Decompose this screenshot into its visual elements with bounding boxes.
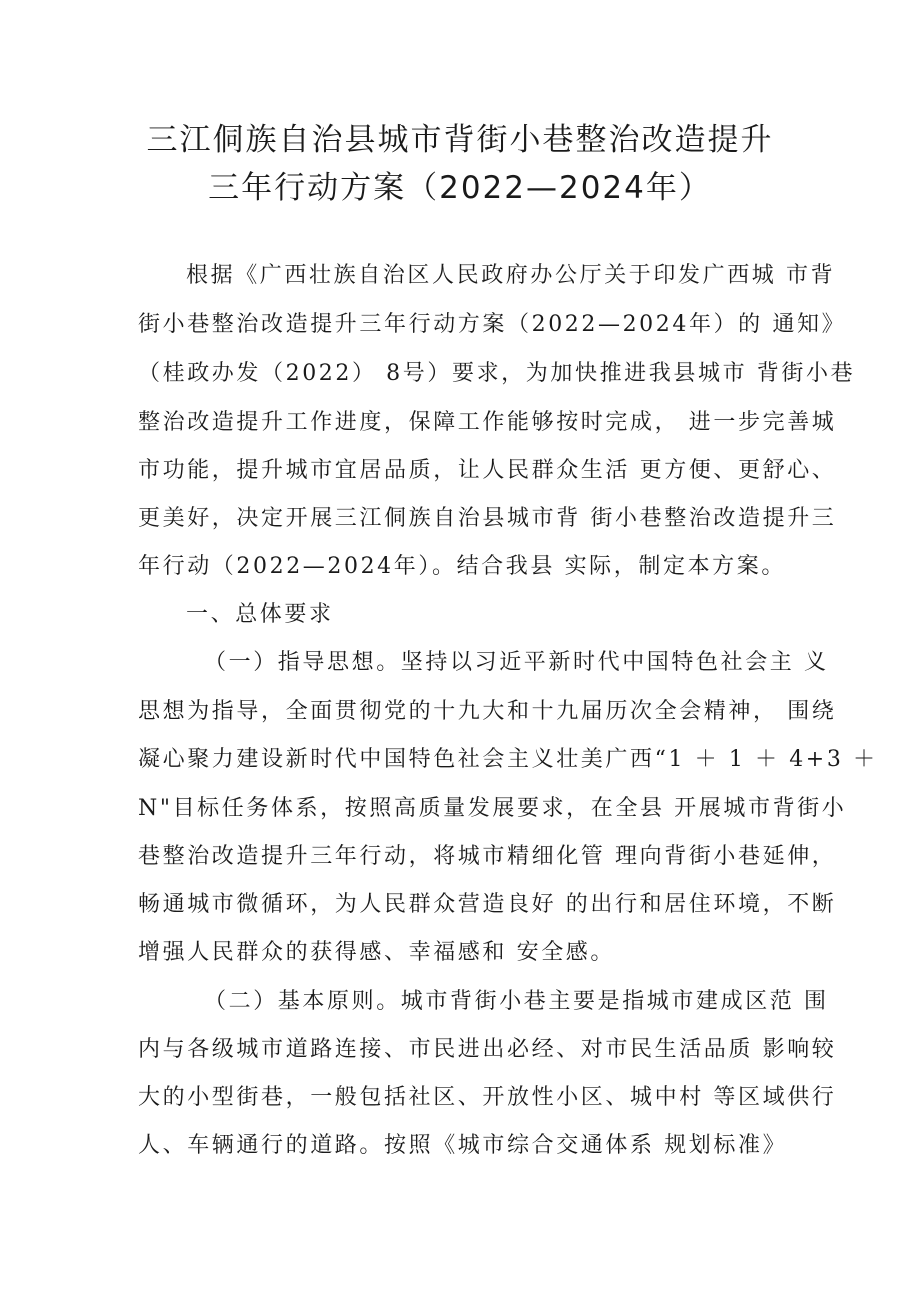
- paragraph-line: 整治改造提升工作进度，保障工作能够按时完成， 进一步完善城: [138, 410, 837, 435]
- paragraph-line: 畅通城市微循环，为人民群众营造良好 的出行和居住环境，不断: [138, 892, 837, 917]
- paragraph-line: 内与各级城市道路连接、市民进出必经、对市民生活品质 影响较: [138, 1037, 837, 1062]
- document-title-line-1: 三江侗族自治县城市背街小巷整治改造提升: [146, 122, 774, 158]
- paragraph-line: N"目标任务体系，按照高质量发展要求，在全县 开展城市背街小: [138, 796, 847, 821]
- paragraph-line: 市功能，提升城市宜居品质，让人民群众生活 更方便、更舒心、: [138, 458, 837, 483]
- paragraph-line: 街小巷整治改造提升三年行动方案（2022—2024年）的 通知》: [138, 312, 847, 337]
- paragraph-line: （一）指导思想。坚持以习近平新时代中国特色社会主 义: [204, 650, 829, 675]
- paragraph-line: 人、车辆通行的道路。按照《城市综合交通体系 规划标准》: [138, 1133, 788, 1158]
- paragraph-line: （二）基本原则。城市背街小巷主要是指城市建成区范 围: [204, 989, 829, 1014]
- paragraph-line: 根据《广西壮族自治区人民政府办公厅关于印发广西城 市背: [186, 263, 836, 288]
- paragraph-line: 更美好，决定开展三江侗族自治县城市背 街小巷整治改造提升三: [138, 506, 837, 531]
- paragraph-line: 凝心聚力建设新时代中国特色社会主义壮美广西“1 ＋ 1 ＋ 4+3 ＋: [138, 747, 878, 772]
- section-heading: 一、总体要求: [186, 602, 334, 627]
- paragraph-line: 巷整治改造提升三年行动，将城市精细化管 理向背街小巷延伸，: [138, 844, 837, 869]
- paragraph-line: 大的小型街巷，一般包括社区、开放性小区、城中村 等区域供行: [138, 1085, 837, 1110]
- paragraph-line: 思想为指导，全面贯彻党的十九大和十九届历次全会精神， 围绕: [138, 699, 837, 724]
- paragraph-line: （桂政办发（2022） 8号）要求，为加快推进我县城市 背街小巷: [138, 361, 856, 386]
- document-title-line-2: 三年行动方案（2022—2024年）: [208, 170, 712, 206]
- paragraph-line: 年行动（2022—2024年）。结合我县 实际，制定本方案。: [138, 554, 786, 579]
- paragraph-line: 增强人民群众的获得感、幸福感和 安全感。: [138, 940, 615, 965]
